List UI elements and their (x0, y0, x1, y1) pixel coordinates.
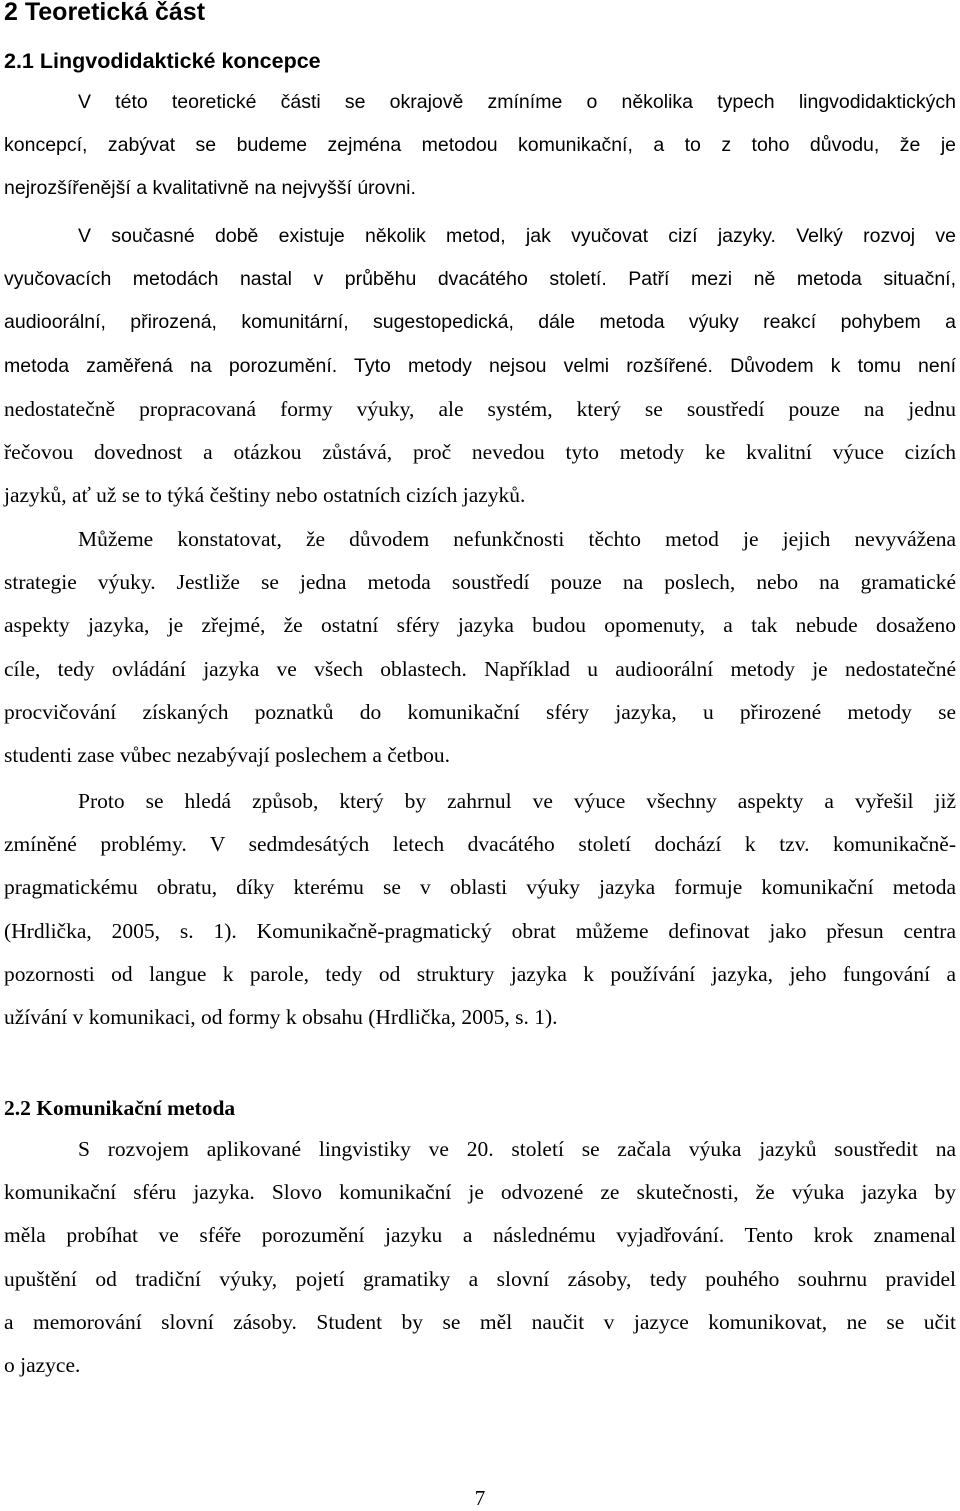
text-line: strategie výuky. Jestliže se jedna metoda soustředí pouze na poslech, nebo na gramatické (4, 570, 956, 595)
text-line: Proto se hledá způsob, který by zahrnul ve výuce všechny aspekty a vyřešil již (78, 789, 956, 813)
text-line: zmíněné problémy. V sedmdesátých letech dvacátého století dochází k tzv. komunikačně- (4, 832, 956, 857)
text-line: procvičování získaných poznatků do komunikační sféry jazyka, u přirozené metody se (4, 699, 956, 724)
text-line: studenti zase vůbec nezabývají poslechem a četbou. (4, 742, 450, 767)
text-line: koncepcí, zabývat se budeme zejména metodou komunikační, a to z toho důvodu, že je (4, 134, 956, 157)
paragraph (4, 518, 956, 777)
text-line: aspekty jazyka, je zřejmé, že ostatní sféry jazyka budou opomenuty, a tak nebude dosaženo (4, 613, 956, 638)
text-line: V současné době existuje několik metod, jak vyučovat cizí jazyky. Velký rozvoj ve (78, 225, 956, 247)
paragraph (4, 1128, 956, 1387)
text-line: vyučovacích metodách nastal v průběhu dvacátého století. Patří mezi ně metoda situační, (4, 268, 956, 291)
page-number: 7 (474, 1486, 486, 1510)
text-line: měla probíhat ve sféře porozumění jazyku a následnému vyjadřování. Tento krok znamenal (4, 1223, 956, 1248)
text-line: a memorování slovní zásoby. Student by se měl naučit v jazyce komunikovat, ne se učit (4, 1309, 956, 1334)
text-line: pragmatickému obratu, díky kterému se v oblasti výuky jazyka formuje komunikační metoda (4, 875, 956, 900)
text-line: audioorální, přirozená, komunitární, sugestopedická, dále metoda výuky reakcí pohybem a (4, 311, 956, 334)
text-line: upuštění od tradiční výuky, pojetí gramatiky a slovní zásoby, tedy pouhého souhrnu pravidel (4, 1266, 956, 1291)
section-heading-2-1: 2.1 Lingvodidaktické koncepce (4, 49, 321, 73)
text-line: o jazyce. (4, 1352, 81, 1377)
paragraph (4, 81, 956, 211)
paragraph (4, 388, 956, 518)
text-line: nedostatečně propracovaná formy výuky, ale systém, který se soustředí pouze na jednu (4, 397, 956, 421)
text-line: cíle, tedy ovládání jazyka ve všech oblastech. Například u audioorální metody je nedostatečné (4, 656, 956, 681)
text-line: metoda zaměřená na porozumění. Tyto metody nejsou velmi rozšířené. Důvodem k tomu není (4, 354, 956, 377)
section-heading-2-2: 2.2 Komunikační metoda (4, 1096, 236, 1120)
text-line: jazyků, ať už se to týká češtiny nebo ostatních cizích jazyků. (4, 483, 526, 508)
text-line: (Hrdlička, 2005, s. 1). Komunikačně-pragmatický obrat můžeme definovat jako přesun centra (4, 918, 956, 943)
text-line: pozornosti od langue k parole, tedy od struktury jazyka k používání jazyka, jeho fungování a (4, 961, 956, 986)
text-line: V této teoretické části se okrajově zmíníme o několika typech lingvodidaktických (78, 91, 956, 113)
paragraph (4, 780, 956, 1039)
text-line: užívání v komunikaci, od formy k obsahu (Hrdlička, 2005, s. 1). (4, 1004, 558, 1029)
text-line: S rozvojem aplikované lingvistiky ve 20. století se začala výuka jazyků soustředit na (78, 1137, 956, 1161)
chapter-title: 2 Teoretická část (4, 0, 206, 26)
text-line: Můžeme konstatovat, že důvodem nefunkčnosti těchto metod je jejich nevyváženа (78, 527, 956, 551)
text-line: nejrozšířenější a kvalitativně na nejvyšší úrovni. (4, 177, 416, 200)
text-line: komunikační sféru jazyka. Slovo komunikační je odvozené ze skutečnosti, že výuka jazyka by (4, 1180, 956, 1205)
text-line: řečovou dovednost a otázkou zůstává, proč nevedou tyto metody ke kvalitní výuce cizích (4, 440, 956, 465)
paragraph (4, 215, 956, 388)
